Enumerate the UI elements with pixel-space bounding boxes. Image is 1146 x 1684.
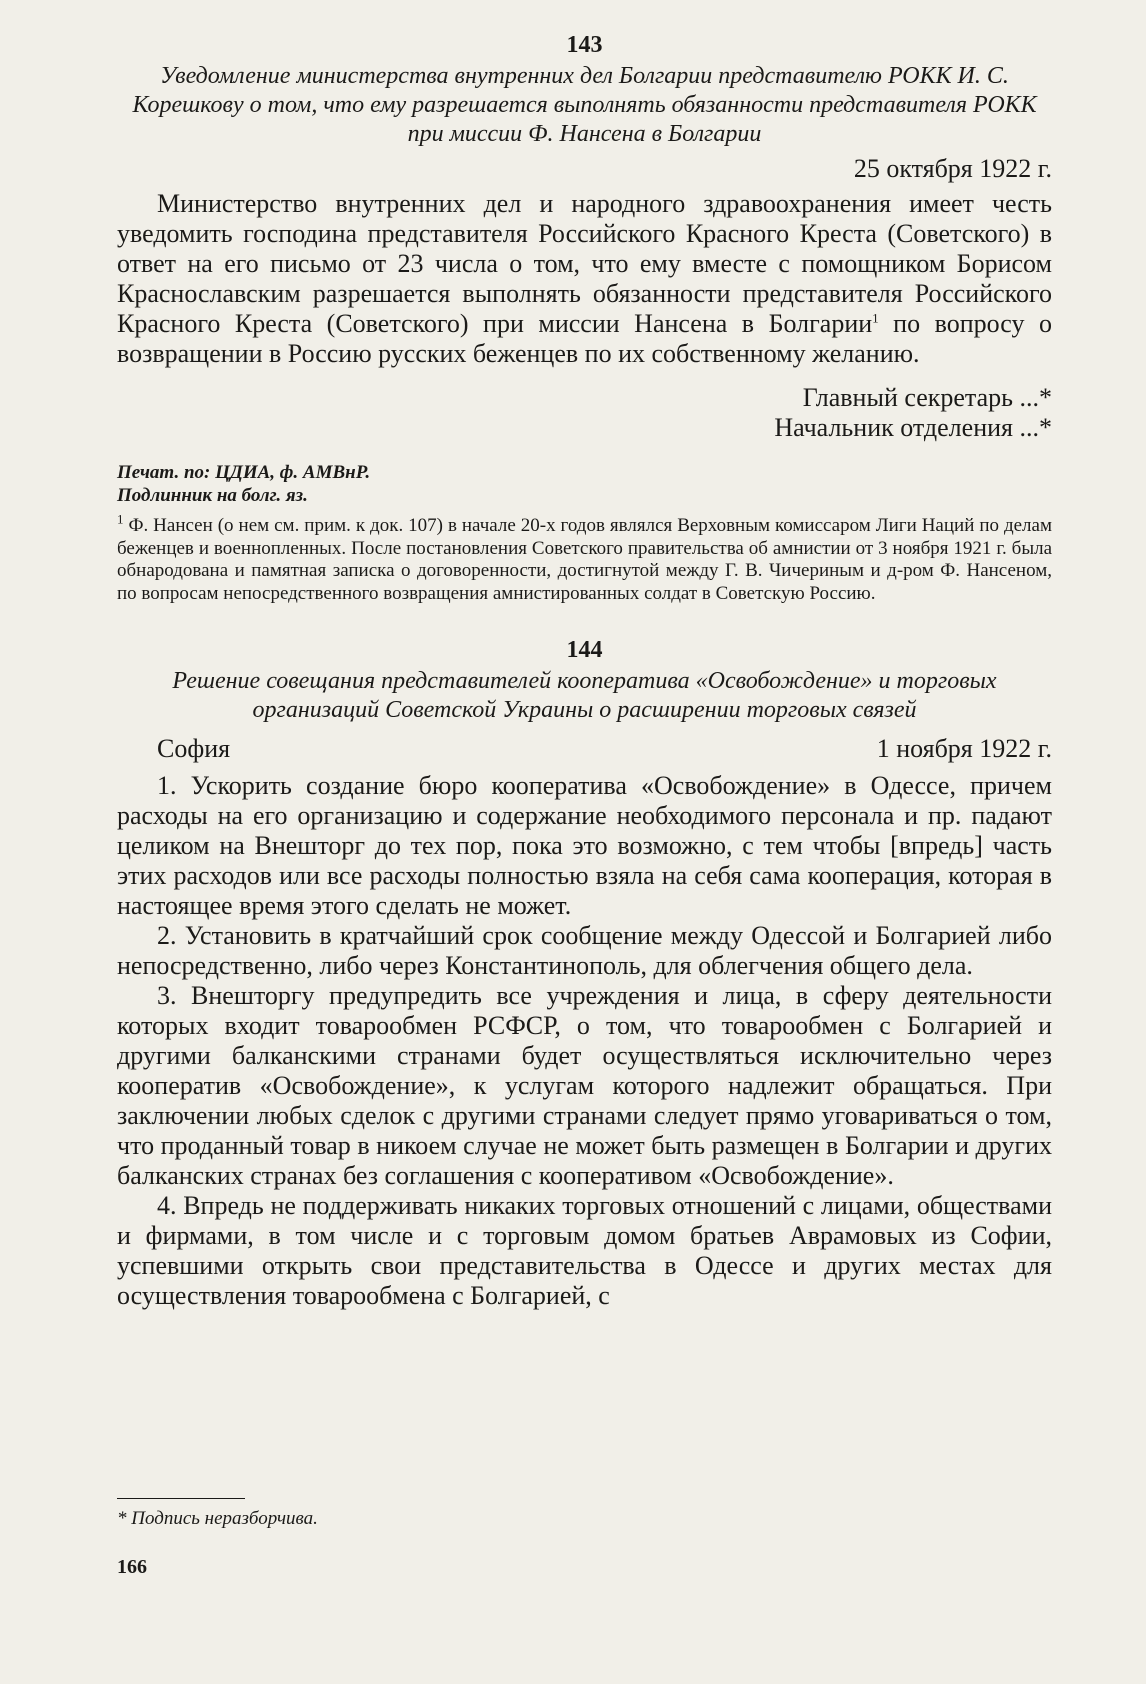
source-note <box>117 461 1052 507</box>
section-spacer <box>117 605 1052 635</box>
document-heading: Решение совещания представителей кооператива «Освобождение» и торговых организаций Советской Украины о расширении торговых связей <box>172 668 997 723</box>
signature-secretary: Главный секретарь ...* <box>802 383 1052 412</box>
decision-item: 3. Внешторгу предупредить все учреждения и лица, в сферу деятельности которых входит товарообмен РСФСР, о том, что товарообмен с Болгарией и другими балканскими странами будет осуществляться исключительно через кооператив «Освобождение», к услугам которого надлежит обращаться. При заключении любых сделок с другими странами следует прямо уговариваться о том, что проданный товар в никоем случае не может быть размещен в Болгарии и других балканских странах без соглашения с кооперативом «Освобождение». <box>117 981 1052 1190</box>
paragraph-text: Министерство внутренних дел и народного здравоохранения имеет честь уведомить господина представителя Российского Красного Креста (Советского) в ответ на его письмо от 23 числа о том, что ему вместе с помощником Борисом Краснославским разрешается выполнять обязанности представителя Российского Красного Креста (Советского) при миссии Нансена в Болгарии <box>117 189 1052 338</box>
document-date: 25 октября 1922 г. <box>853 154 1052 183</box>
document-place: София <box>157 734 231 763</box>
document-number: 144 <box>566 637 603 663</box>
decision-item: 1. Ускорить создание бюро кооператива «Освобождение» в Одессе, причем расходы на его организацию и содержание необходимого персонала и пр. падают целиком на Внешторг до тех пор, пока это возможно, с тем чтобы [впредь] часть этих расходов или все расходы полностью взяла на себя сама кооперация, которая в настоящее время этого сделать не может. <box>117 771 1052 920</box>
page-content <box>117 30 1052 1311</box>
source-archive: Печат. по: ЦДИА, ф. АМВнР. <box>117 462 371 483</box>
place-date-line <box>117 733 1052 765</box>
footnote <box>117 511 1052 605</box>
document-heading: Уведомление министерства внутренних дел Болгарии представителю РОКК И. С. Корешкову о том, что ему разрешается выполнять обязанности представителя РОКК при миссии Ф. Нансена в Болгарии <box>132 63 1037 147</box>
document-body <box>117 189 1052 369</box>
body-paragraph <box>117 189 1052 369</box>
page-footnote: * Подпись неразборчива. <box>117 1508 318 1529</box>
footnote-text: Ф. Нансен (о нем см. прим. к док. 107) в начале 20-х годов являлся Верховным комиссаром Лиги Наций по делам беженцев и военнопленных. После постановления Советского правительства об амнистии от 3 ноября 1921 г. была обнародована и памятная записка о договоренности, достигнутой между Г. В. Чичериным и д-ром Ф. Нансеном, по вопросам непосредственного возвращения амнистированных солдат в Советскую Россию. <box>117 515 1052 604</box>
paragraph-text-continued: по вопросу о возвращении в Россию русских беженцев по их собственному желанию. <box>117 309 1052 368</box>
page-number: 166 <box>117 1556 147 1578</box>
signatures <box>117 383 1052 443</box>
source-original: Подлинник на болг. яз. <box>117 485 308 506</box>
footnote-mark: 1 <box>117 511 124 527</box>
footnote-mark: 1 <box>872 310 879 326</box>
signature-department-head: Начальник отделения ...* <box>774 413 1052 442</box>
decision-item: 2. Установить в кратчайший срок сообщение между Одессой и Болгарией либо непосредственно, либо через Константинополь, для облегчения общего дела. <box>117 921 1052 980</box>
document-number: 143 <box>566 32 603 58</box>
document-144 <box>117 635 1052 1311</box>
document-body <box>117 771 1052 1311</box>
footnote-divider <box>117 1498 245 1499</box>
decision-item: 4. Впредь не поддерживать никаких торговых отношений с лицами, обществами и фирмами, в том числе и с торговым домом братьев Аврамовых из Софии, успевшими открыть свои представительства в Одессе и других местах для осуществления товарообмена с Болгарией, с <box>117 1191 1052 1310</box>
document-143 <box>117 30 1052 605</box>
document-date: 1 ноября 1922 г. <box>876 734 1052 763</box>
